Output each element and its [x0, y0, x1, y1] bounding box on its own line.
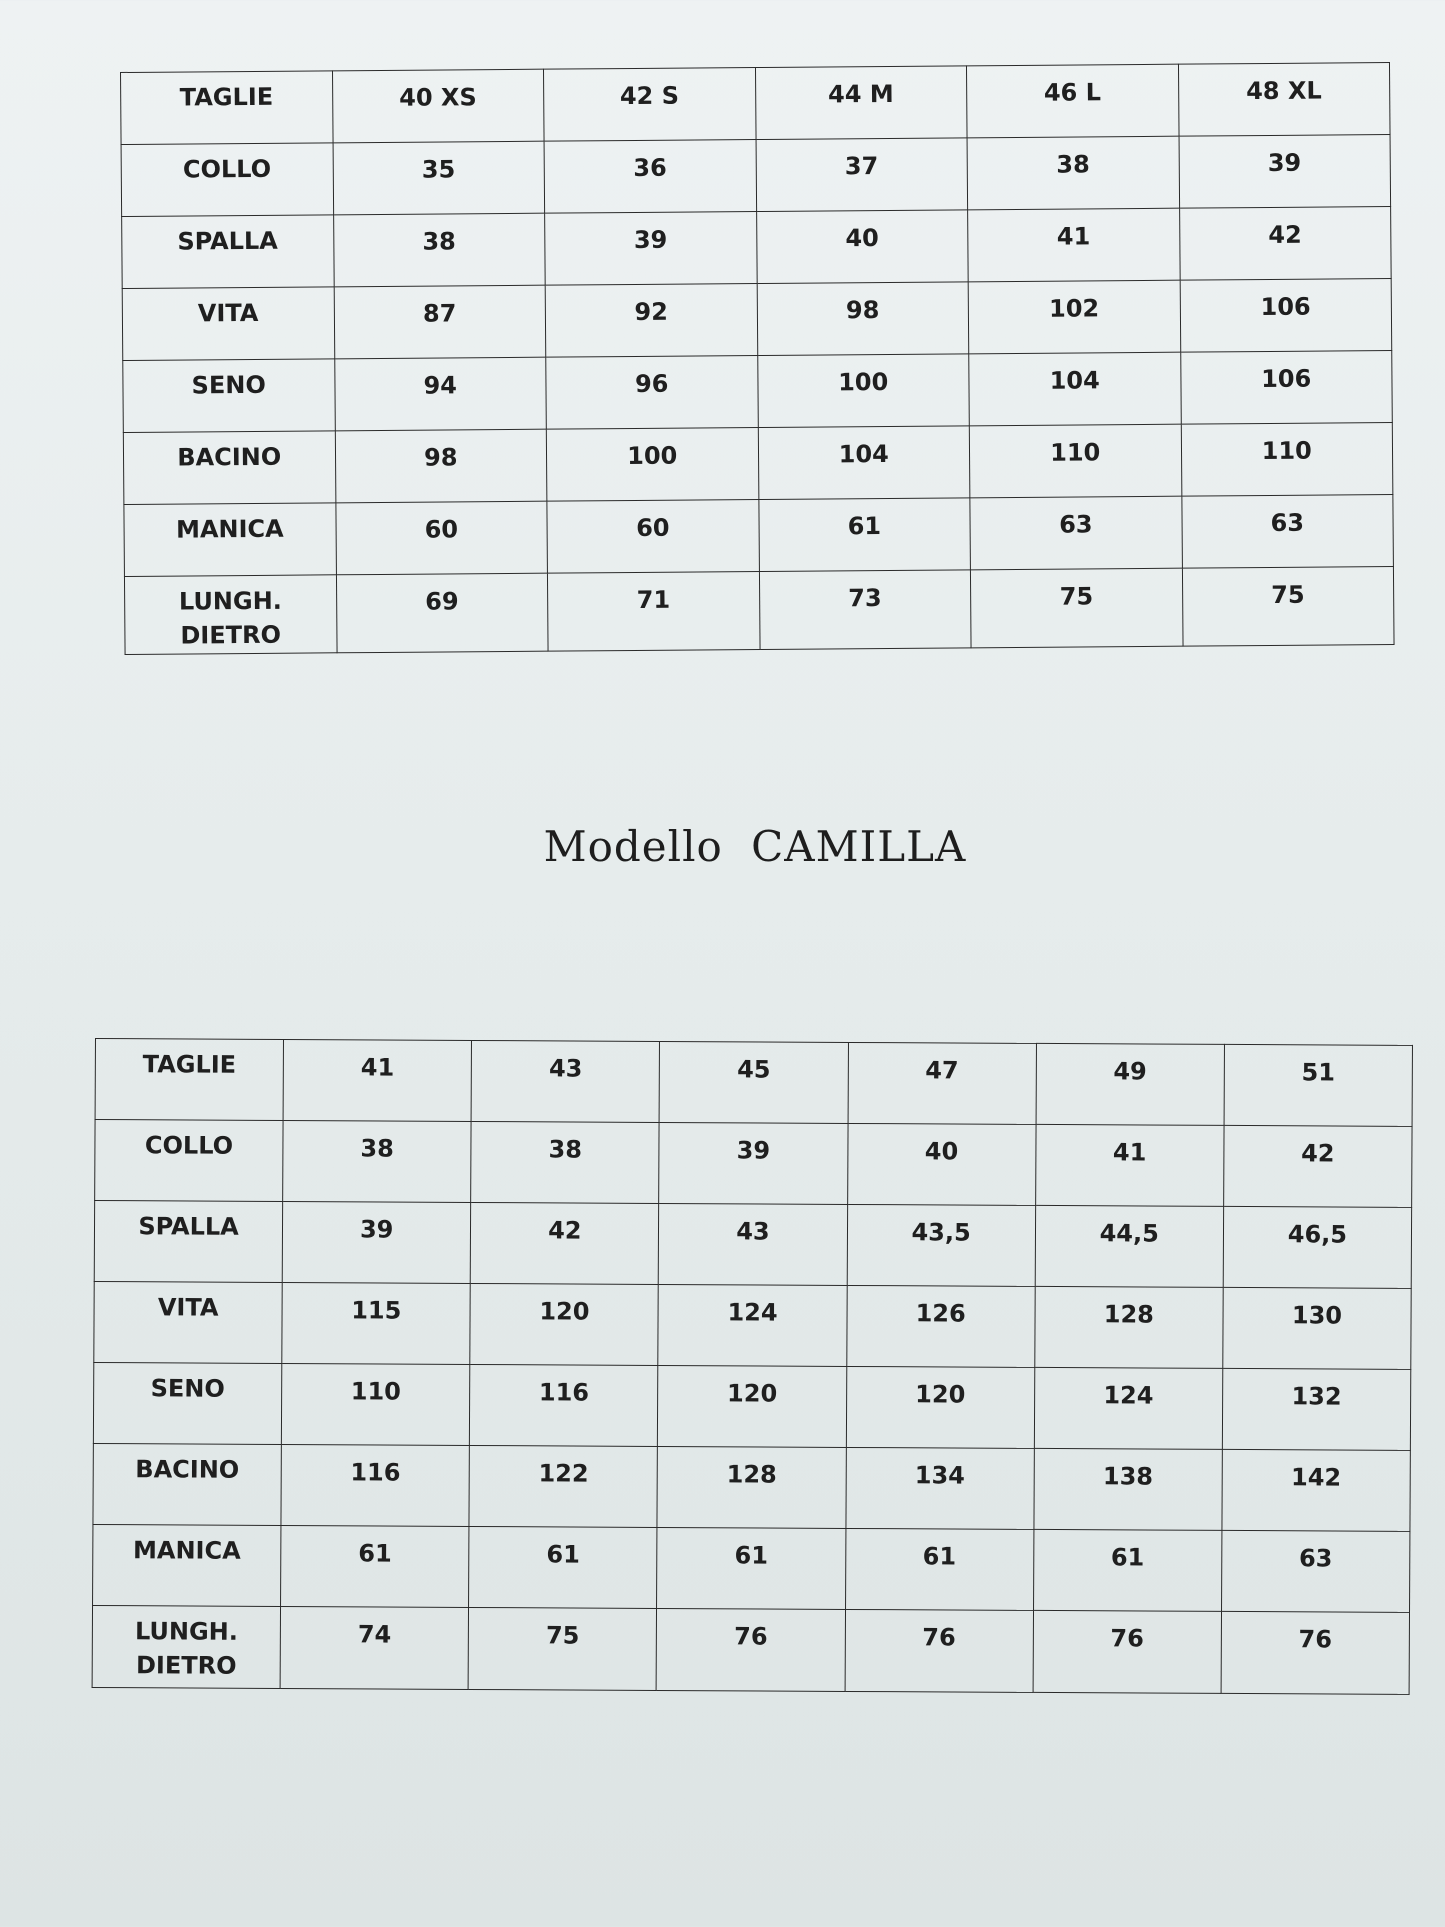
table-row	[124, 567, 1394, 655]
header-cell: TAGLIE	[95, 1039, 284, 1121]
table-cell: 73	[759, 570, 971, 650]
row-label: BACINO	[93, 1443, 282, 1525]
table-cell: 40	[756, 210, 968, 284]
table-cell: 42	[1223, 1125, 1412, 1207]
row-label	[92, 1605, 281, 1688]
table-cell: 41	[968, 208, 1180, 282]
table-cell: 43	[659, 1203, 848, 1285]
table-cell: 122	[469, 1445, 658, 1527]
table-cell: 38	[333, 213, 545, 287]
table-cell: 116	[281, 1444, 470, 1526]
row-label-line: LUNGH.	[178, 586, 282, 616]
table-cell: 106	[1180, 279, 1392, 353]
size-table-2	[92, 1038, 1413, 1695]
header-cell: TAGLIE	[121, 71, 333, 145]
table-cell: 124	[658, 1284, 847, 1366]
table-cell: 74	[280, 1606, 469, 1689]
row-label-line: DIETRO	[135, 1651, 237, 1680]
model-title-prefix: Modello	[543, 822, 723, 871]
row-label: VITA	[122, 287, 334, 361]
header-cell: 44 M	[755, 66, 967, 140]
header-cell: 45	[659, 1041, 848, 1123]
table-cell: 120	[658, 1365, 847, 1447]
header-cell: 51	[1224, 1044, 1413, 1126]
table-row	[122, 279, 1392, 361]
table-cell: 134	[846, 1447, 1035, 1529]
row-label: COLLO	[121, 143, 333, 217]
table-row	[123, 351, 1393, 433]
header-cell: 48 XL	[1178, 63, 1390, 137]
table-cell: 110	[1181, 423, 1393, 497]
table-cell: 130	[1223, 1287, 1412, 1369]
table-cell: 110	[969, 424, 1181, 498]
table-row	[124, 495, 1394, 577]
row-label: SENO	[93, 1362, 282, 1444]
table-cell: 92	[545, 284, 757, 358]
table-cell: 61	[469, 1526, 658, 1608]
table-cell: 115	[282, 1282, 471, 1364]
table-row	[95, 1120, 1412, 1208]
row-label: VITA	[94, 1281, 283, 1363]
model-title	[0, 822, 1445, 871]
table-cell: 36	[544, 140, 756, 214]
table-cell: 76	[845, 1609, 1034, 1692]
table-cell: 39	[1179, 135, 1391, 209]
size-table-1	[120, 62, 1395, 655]
row-label: BACINO	[123, 431, 335, 505]
table-cell: 96	[546, 356, 758, 430]
table-cell: 61	[758, 498, 970, 572]
row-label	[124, 575, 336, 655]
table-cell: 71	[547, 571, 759, 651]
table-cell: 38	[471, 1121, 660, 1203]
table-cell: 40	[847, 1123, 1036, 1205]
table-cell: 100	[546, 428, 758, 502]
row-label-line: DIETRO	[180, 620, 282, 650]
table-cell: 44,5	[1035, 1205, 1224, 1287]
table-cell: 128	[657, 1446, 846, 1528]
table-cell: 42	[1179, 207, 1391, 281]
table-cell: 43,5	[847, 1204, 1036, 1286]
table-cell: 38	[283, 1120, 472, 1202]
table-cell: 106	[1180, 351, 1392, 425]
table-cell: 60	[335, 501, 547, 575]
table-cell: 39	[659, 1122, 848, 1204]
table-header-row	[95, 1039, 1412, 1127]
table-cell: 42	[471, 1202, 660, 1284]
table-row	[92, 1605, 1409, 1694]
table-cell: 41	[1035, 1124, 1224, 1206]
row-label: MANICA	[124, 503, 336, 577]
row-label: SENO	[123, 359, 335, 433]
model-title-name: CAMILLA	[751, 822, 967, 871]
table-cell: 63	[970, 496, 1182, 570]
table-cell: 120	[470, 1283, 659, 1365]
table-cell: 98	[335, 429, 547, 503]
table-row	[94, 1201, 1411, 1289]
table-cell: 61	[657, 1527, 846, 1609]
table-cell: 61	[281, 1525, 470, 1607]
table-cell: 94	[334, 357, 546, 431]
table-header-row	[121, 63, 1391, 145]
table-row	[123, 423, 1393, 505]
table-cell: 100	[757, 354, 969, 428]
table-cell: 63	[1221, 1530, 1410, 1612]
table-cell: 138	[1034, 1448, 1223, 1530]
table-cell: 128	[1034, 1286, 1223, 1368]
table-cell: 61	[1033, 1529, 1222, 1611]
header-cell: 46 L	[966, 64, 1178, 138]
row-label: SPALLA	[122, 215, 334, 289]
table-cell: 110	[282, 1363, 471, 1445]
table-cell: 75	[468, 1607, 657, 1690]
table-cell: 60	[547, 499, 759, 573]
table-cell: 102	[968, 280, 1180, 354]
table-cell: 75	[970, 568, 1182, 648]
row-label-line: LUNGH.	[134, 1617, 238, 1646]
header-cell: 49	[1036, 1043, 1225, 1125]
header-cell: 42 S	[543, 68, 755, 142]
table-cell: 116	[470, 1364, 659, 1446]
header-cell: 47	[848, 1042, 1037, 1124]
table-cell: 46,5	[1223, 1206, 1412, 1288]
table-cell: 142	[1222, 1449, 1411, 1531]
table-row	[94, 1281, 1411, 1369]
table-cell: 61	[845, 1528, 1034, 1610]
table-row	[93, 1362, 1410, 1450]
header-cell: 41	[283, 1039, 472, 1121]
table-cell: 69	[336, 573, 548, 653]
row-label: COLLO	[95, 1120, 284, 1202]
table-cell: 76	[1221, 1611, 1410, 1694]
table-row	[93, 1443, 1410, 1531]
table-cell: 98	[757, 282, 969, 356]
table-row	[93, 1524, 1410, 1612]
header-cell: 43	[471, 1040, 660, 1122]
table-row	[121, 135, 1391, 217]
table-cell: 39	[545, 212, 757, 286]
table-cell: 87	[334, 285, 546, 359]
table-cell: 39	[282, 1201, 471, 1283]
table-cell: 38	[967, 136, 1179, 210]
row-label: MANICA	[93, 1524, 282, 1606]
table-cell: 132	[1222, 1368, 1411, 1450]
table-cell: 120	[846, 1366, 1035, 1448]
table-cell: 76	[1033, 1610, 1222, 1693]
table-cell: 63	[1181, 495, 1393, 569]
table-cell: 126	[846, 1285, 1035, 1367]
table-cell: 75	[1182, 567, 1394, 647]
header-cell: 40 XS	[332, 69, 544, 143]
table-cell: 104	[969, 352, 1181, 426]
table-cell: 104	[758, 426, 970, 500]
table-cell: 37	[756, 138, 968, 212]
table-cell: 76	[657, 1608, 846, 1691]
row-label: SPALLA	[94, 1201, 283, 1283]
table-cell: 124	[1034, 1367, 1223, 1449]
table-row	[122, 207, 1392, 289]
table-cell: 35	[333, 141, 545, 215]
